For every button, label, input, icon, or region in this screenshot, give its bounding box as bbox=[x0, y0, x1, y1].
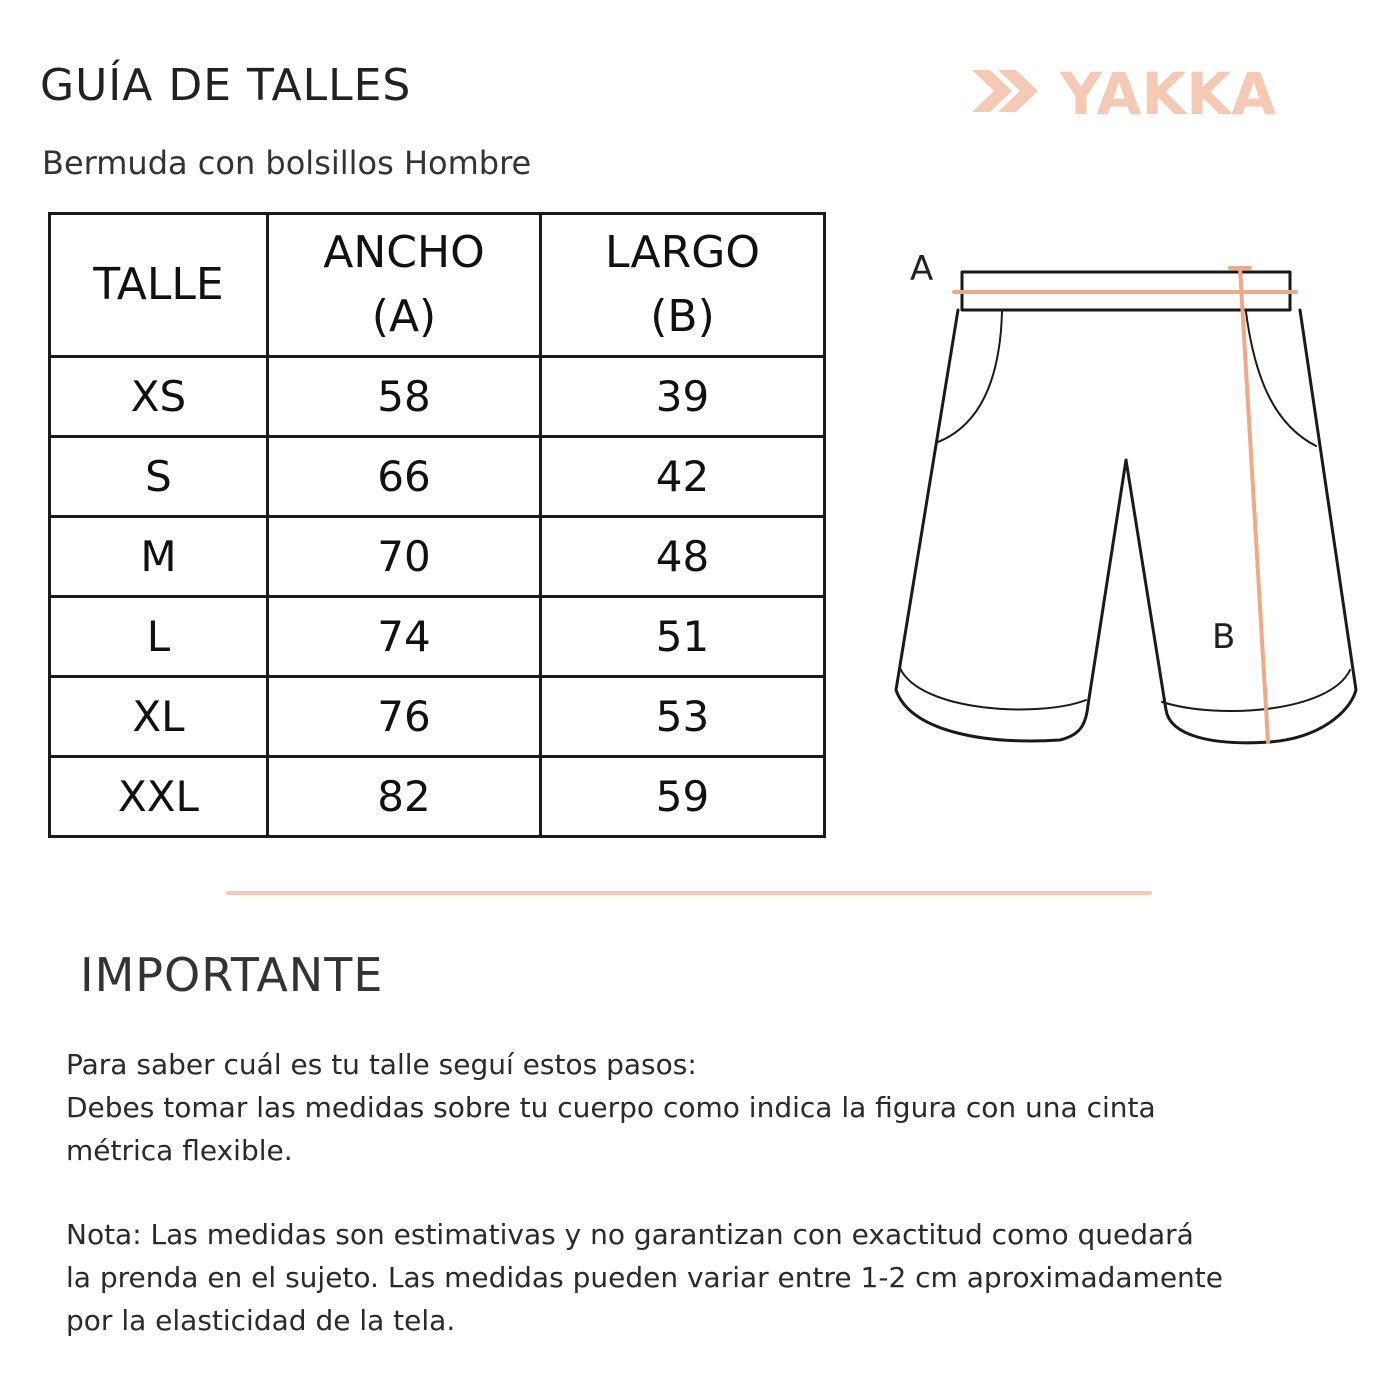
instructions-line: Para saber cuál es tu talle seguí estos pasos: bbox=[66, 1048, 697, 1081]
cell-talle: S bbox=[50, 437, 268, 517]
page-title: GUÍA DE TALLES bbox=[40, 60, 412, 111]
column-header-largo: LARGO (B) bbox=[541, 214, 825, 357]
label-b: B bbox=[1212, 617, 1236, 657]
size-table bbox=[48, 212, 826, 838]
note-line: la prenda en el sujeto. Las medidas pueden variar entre 1-2 cm aproximadamente bbox=[66, 1261, 1223, 1294]
cell-talle: L bbox=[50, 597, 268, 677]
instructions-line: Debes tomar las medidas sobre tu cuerpo como indica la figura con una cinta bbox=[66, 1091, 1156, 1124]
column-header-talle: TALLE bbox=[50, 214, 268, 357]
table-row bbox=[50, 757, 825, 837]
cell-talle: XXL bbox=[50, 757, 268, 837]
cell-largo: 42 bbox=[541, 437, 825, 517]
column-header-ancho: ANCHO (A) bbox=[268, 214, 541, 357]
note-paragraph bbox=[66, 1213, 1336, 1342]
note-line: Nota: Las medidas son estimativas y no garantizan con exactitud como quedará bbox=[66, 1218, 1194, 1251]
table-header-row bbox=[50, 214, 825, 357]
table-row bbox=[50, 517, 825, 597]
cell-largo: 53 bbox=[541, 677, 825, 757]
table-row bbox=[50, 597, 825, 677]
shorts-icon bbox=[880, 230, 1370, 760]
instructions-paragraph bbox=[66, 1043, 1336, 1172]
cell-largo: 39 bbox=[541, 357, 825, 437]
cell-ancho: 66 bbox=[268, 437, 541, 517]
cell-talle: XL bbox=[50, 677, 268, 757]
cell-ancho: 74 bbox=[268, 597, 541, 677]
yakka-logo bbox=[968, 56, 1308, 126]
cell-largo: 51 bbox=[541, 597, 825, 677]
table-row bbox=[50, 677, 825, 757]
page-subtitle: Bermuda con bolsillos Hombre bbox=[42, 144, 532, 182]
measure-b-line bbox=[1240, 268, 1268, 742]
important-heading: IMPORTANTE bbox=[80, 948, 384, 1002]
cell-largo: 59 bbox=[541, 757, 825, 837]
table-row bbox=[50, 437, 825, 517]
note-line: por la elasticidad de la tela. bbox=[66, 1304, 456, 1337]
cell-talle: XS bbox=[50, 357, 268, 437]
cell-ancho: 76 bbox=[268, 677, 541, 757]
cell-ancho: 82 bbox=[268, 757, 541, 837]
section-divider bbox=[226, 891, 1152, 895]
cell-ancho: 58 bbox=[268, 357, 541, 437]
cell-ancho: 70 bbox=[268, 517, 541, 597]
instructions-line: métrica flexible. bbox=[66, 1134, 293, 1167]
label-a: A bbox=[910, 249, 934, 289]
cell-largo: 48 bbox=[541, 517, 825, 597]
table-row bbox=[50, 357, 825, 437]
logo-text: YAKKA bbox=[1060, 60, 1277, 126]
cell-talle: M bbox=[50, 517, 268, 597]
